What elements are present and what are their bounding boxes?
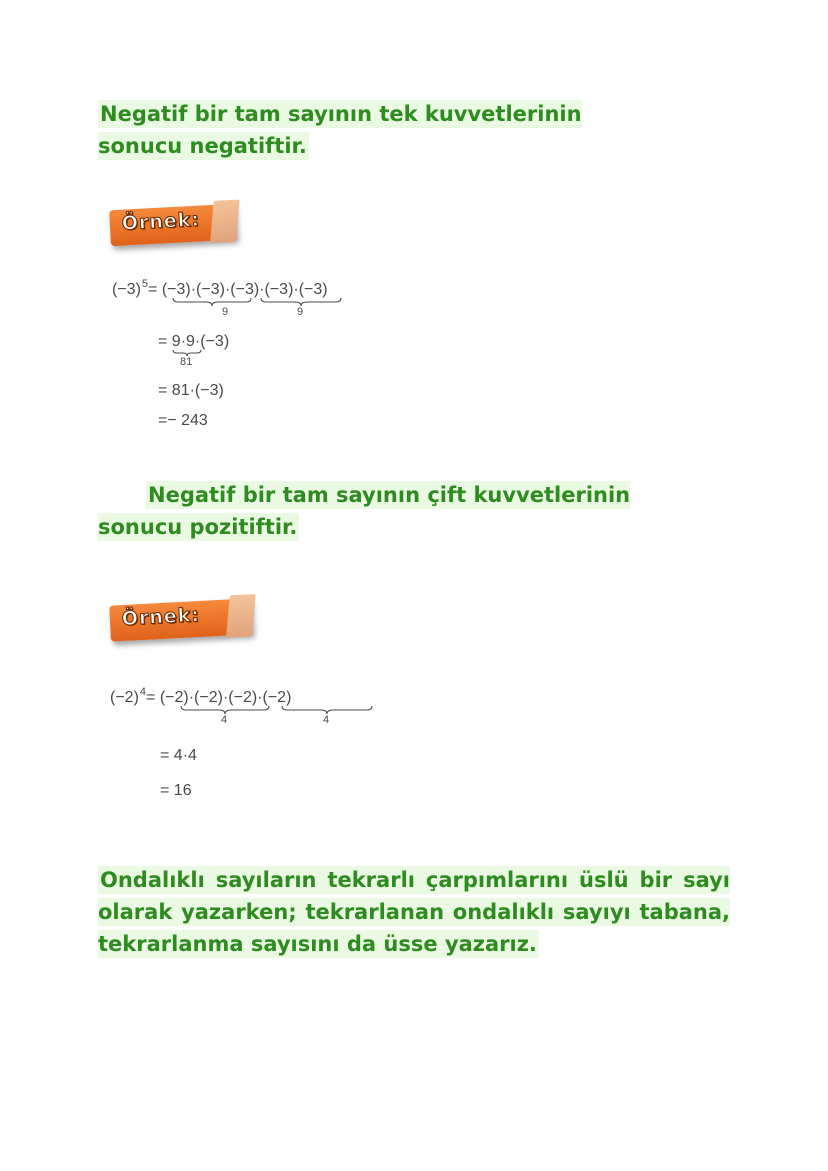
example-badge-2 <box>109 598 253 641</box>
example1-brace-2-value: 9 <box>297 306 304 318</box>
example2-line2: = 4·4 <box>160 747 197 764</box>
rule-even-powers-text: Negatif bir tam sayının çift kuvvetlerinin sonucu pozitiftir. <box>98 483 631 539</box>
rule-odd-powers <box>98 98 658 162</box>
rule-even-powers <box>98 479 718 543</box>
example-badge-label: Örnek: <box>121 208 201 235</box>
badge-tab <box>210 199 240 243</box>
example2-expansion: = (−2)·(−2)·(−2)·(−2) <box>146 689 292 706</box>
example2-base: (−2) <box>110 689 139 706</box>
example2-line3: = 16 <box>160 782 192 799</box>
example2-line1 <box>110 686 291 707</box>
example2-exponent: 4 <box>139 686 147 698</box>
example2-brace-2-value: 4 <box>323 714 330 726</box>
example1-line1 <box>112 278 328 299</box>
example1-line3: = 81·(−3) <box>158 382 224 399</box>
rule-odd-powers-text: Negatif bir tam sayının tek kuvvetlerinin sonucu negatiftir. <box>98 102 582 158</box>
example1-brace-3-value: 81 <box>180 356 193 368</box>
rule-decimal-powers <box>98 864 730 960</box>
example2-brace-1-value: 4 <box>221 714 228 726</box>
example1-base: (−3) <box>112 281 141 298</box>
example1-brace-1-value: 9 <box>222 306 229 318</box>
rule-decimal-powers-text: Ondalıklı sayıların tekrarlı çarpımlarını üslü bir sayı olarak yazarken; tekrarlanan ondalıklı sayıyı tabana, tekrarlanma sayısını da üsse yazarız. <box>98 868 730 956</box>
example-badge-label: Örnek: <box>121 604 201 631</box>
example1-line4: =− 243 <box>158 412 208 429</box>
example1-brace-1 <box>172 297 252 307</box>
example1-expansion: = (−3)·(−3)·(−3)·(−3)·(−3) <box>148 281 328 298</box>
example1-line2: = 9·9·(−3) <box>158 333 230 350</box>
example-badge-1 <box>109 204 237 247</box>
badge-tab <box>226 594 256 638</box>
example1-exponent: 5 <box>141 278 149 290</box>
